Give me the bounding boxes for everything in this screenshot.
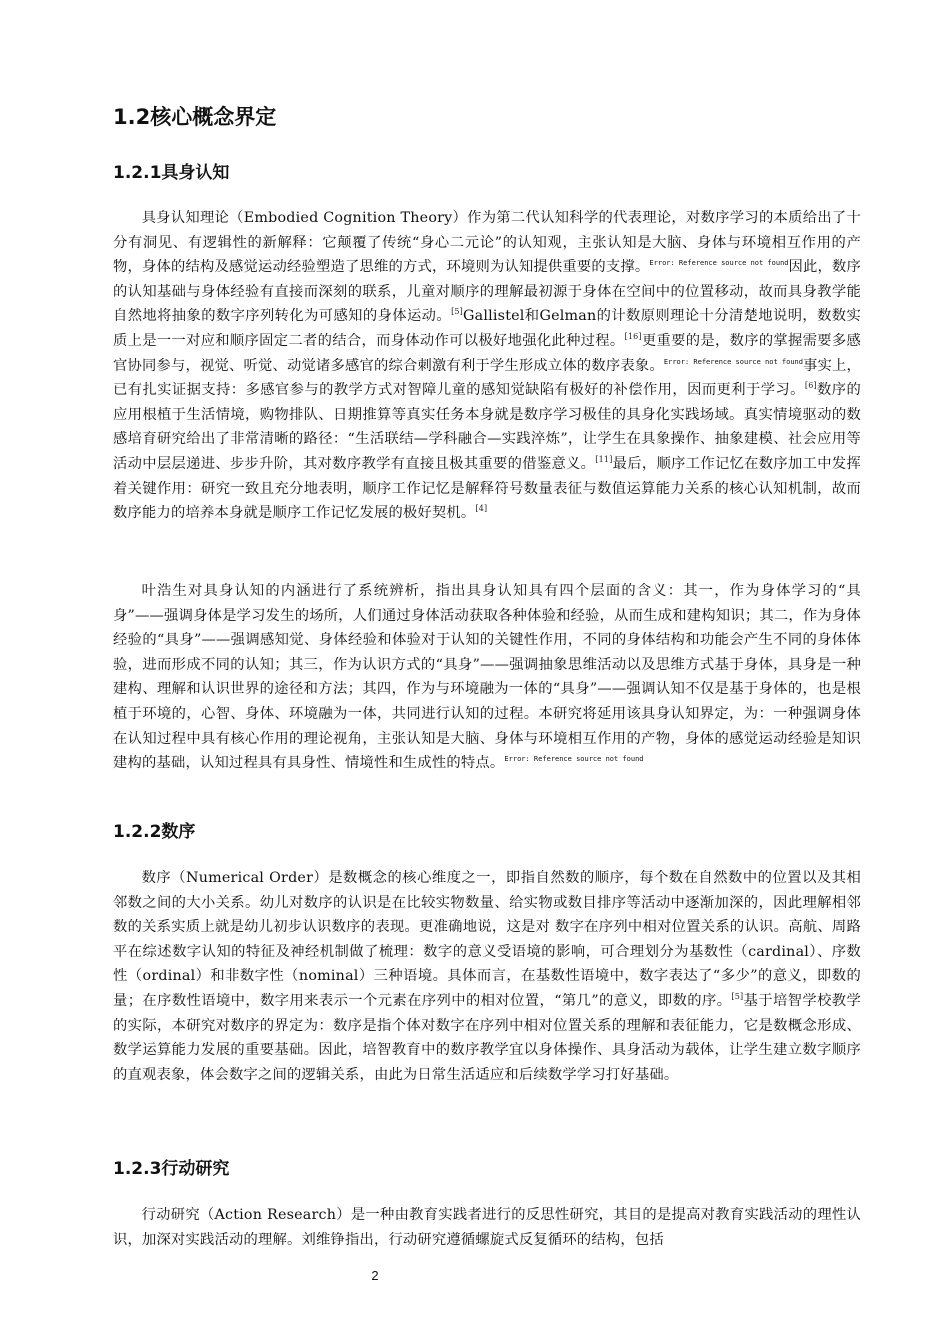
- paragraph: [113, 866, 861, 1087]
- text-run: 具身认知理论（Embodied Cognition Theory）作为第二代认知科学的代表理论，对数序学习的本质给出了十分有洞见、有逻辑性的新解释：它颠覆了传统“身心二元论”的认知观，主张认知是大脑、身体与环境相互作用的产物，身体的结构及感觉运动经验塑造了思维的方式，环境则为认知提供重要的支撑。: [113, 210, 861, 276]
- paragraph: [113, 579, 861, 776]
- reference-error-note: Error: Reference source not found: [504, 755, 644, 764]
- text-run: 因此，数序的认知基础与身体经验有直接而深刻的联系，儿童对顺序的理解最初源于身体在空间中的位置移动，故而具身教学能自然地将抽象的数字序列转化为可感知的身体运动。: [113, 259, 861, 325]
- page-number: 2: [371, 1268, 379, 1283]
- text-run: 最后，顺序工作记忆在数序加工中发挥着关键作用：研究一致且充分地表明，顺序工作记忆是解释符号数量表征与数值运算能力关系的核心认知机制，故而数序能力的培养本身就是顺序工作记忆发展的极好契机。: [113, 455, 861, 522]
- text-run: 数序的应用根植于生活情境，购物排队、日期推算等真实任务本身就是数序学习极佳的具身化实践场域。真实情境驱动的数感培育研究给出了非常清晰的路径：“生活联结—学科融合—实践淬炼”，让学生在具象操作、抽象建模、社会应用等活动中层层递进、步步升阶，其对数序教学有直接且极其重要的借鉴意义。: [113, 382, 861, 472]
- text-run: 基于培智学校教学的实际，本研究对数序的界定为：数序是指个体对数字在序列中相对位置关系的理解和表征能力，它是数概念形成、数学运算能力发展的重要基础。因此，培智教育中的数序教学宜以身体操作、具身活动为载体，让学生建立数字顺序的直观表象，体会数字之间的逻辑关系，由此为日常生活适应和后续数学学习打好基础。: [113, 992, 861, 1083]
- text-run: 叶浩生对具身认知的内涵进行了系统辨析，指出具身认知具有四个层面的含义：其一，作为身体学习的“具身”——强调身体是学习发生的场所，人们通过身体活动获取各种体验和经验，从而生成和建构知识；其二，作为身体经验的“具身”——强调感知觉、身体经验和体验对于认知的关键性作用，不同的身体结构和功能会产生不同的身体体验，进而形成不同的认知；其三，作为认识方式的“具身”——强调抽象思维活动以及思维方式基于身体，具身是一种建构、理解和认识世界的途径和方法；其四，作为与环境融为一体的“具身”——强调认知不仅是基于身体的，也是根植于环境的，心智、身体、环境融为一体，共同进行认知的过程。本研究将延用该具身认知界定，为：一种强调身体在认知过程中具有核心作用的理论视角，主张认知是大脑、身体与环境相互作用的产物，身体的感觉运动经验是知识建构的基础，认知过程具有具身性、情境性和生成性的特点。: [113, 583, 861, 772]
- citation-ref: [11]: [595, 455, 613, 465]
- subsection-heading-numerical-order: 1.2.2数序: [113, 822, 196, 842]
- citation-ref: [6]: [804, 381, 817, 391]
- text-run: Gallistel和Gelman的计数原则理论十分清楚地说明，数数实质上是一一对应和顺序固定二者的结合，而身体动作可以极好地强化此种过程。: [113, 308, 861, 349]
- text-run: 数序（Numerical Order）是数概念的核心维度之一，即指自然数的顺序，每个数在自然数中的位置以及其相邻数之间的大小关系。幼儿对数序的认识是在比较实物数量、给实物或数目排序等活动中逐渐加深的，因此理解相邻数的关系实质上就是幼儿初步认识数序的表现。更准确地说，这是对 数字在序列中相对位置关系的认识。高航、周路平在综述数字认知的特征及神经机制做了梳理：数字的意义受语境的影响，可合理划分为基数性（cardinal）、序数性（ordinal）和非数字性（nominal）三种语境。具体而言，在基数性语境中，数字表达了“多少”的意义，即数的量；在序数性语境中，数字用来表示一个元素在序列中的相对位置，“第几”的意义，即数的序。: [113, 870, 861, 1009]
- reference-error-note: Error: Reference source not found: [649, 259, 789, 268]
- paragraph: [113, 1203, 861, 1252]
- reference-error-note: Error: Reference source not found: [663, 357, 803, 366]
- paragraph: [113, 206, 861, 526]
- citation-ref: [4]: [475, 504, 488, 514]
- subsection-heading-embodied-cognition: 1.2.1具身认知: [113, 163, 230, 183]
- citation-ref: [5]: [731, 992, 744, 1002]
- text-run: 行动研究（Action Research）是一种由教育实践者进行的反思性研究，其目的是提高对教育实践活动的理性认识，加深对实践活动的理解。刘维铮指出，行动研究遵循螺旋式反复循环的结构，包括: [113, 1207, 861, 1248]
- text-run: 更重要的是，数序的掌握需要多感官协同参与，视觉、听觉、动觉诸多感官的综合刺激有利于学生形成立体的数序表象。: [113, 332, 862, 374]
- citation-ref: [16]: [624, 332, 642, 342]
- section-heading: 1.2核心概念界定: [113, 105, 277, 129]
- subsection-heading-action-research: 1.2.3行动研究: [113, 1159, 230, 1179]
- citation-ref: [5]: [451, 307, 463, 317]
- text-run: 事实上，已有扎实证据支持：多感官参与的教学方式对智障儿童的感知觉缺陷有极好的补偿作用，因而更利于学习。: [113, 357, 861, 399]
